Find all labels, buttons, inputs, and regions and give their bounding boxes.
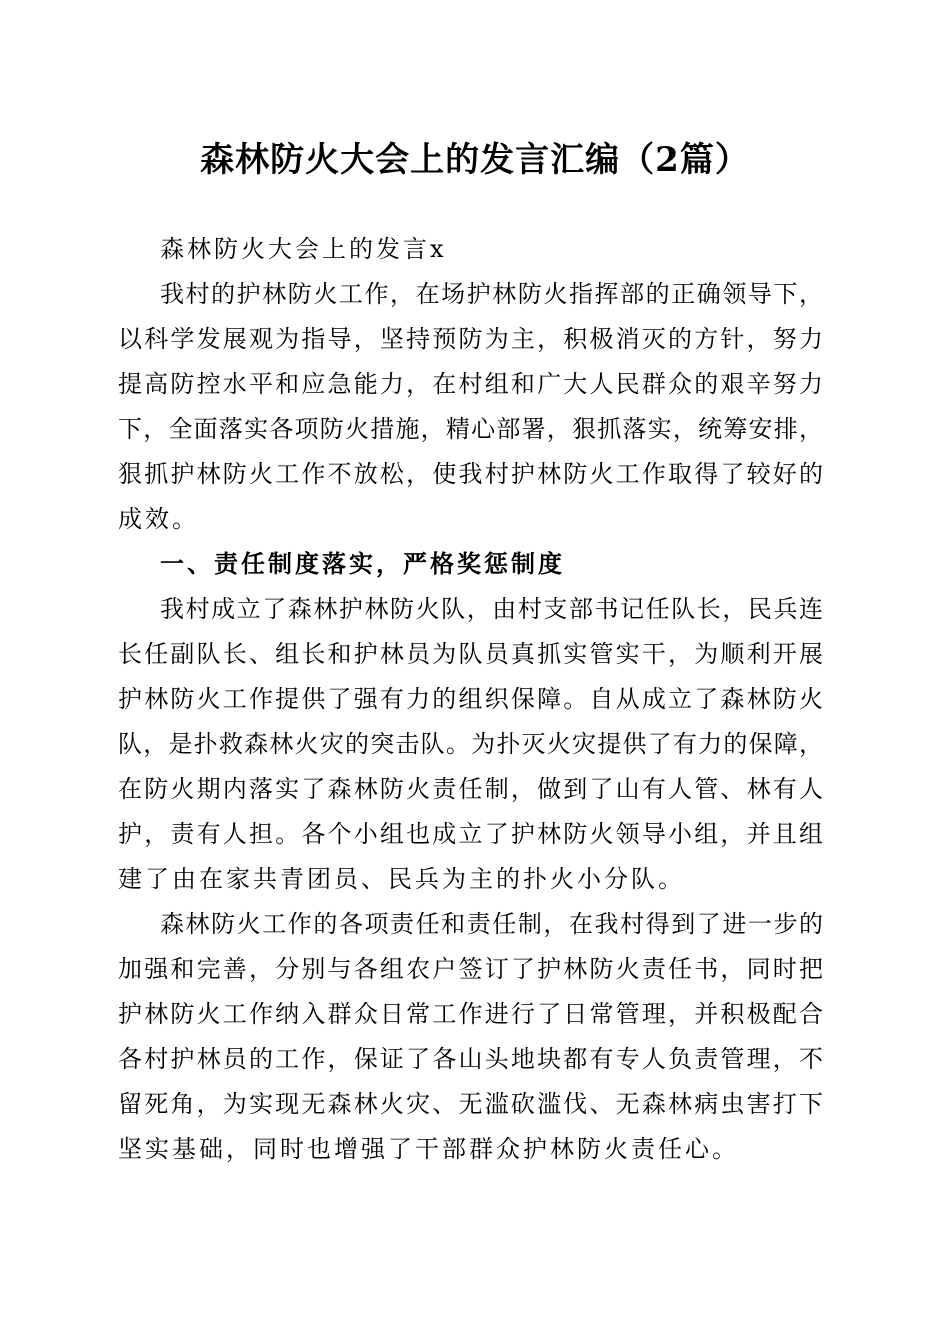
- paragraph-line: 留死角，为实现无森林火灾、无滥砍滥伐、无森林病虫害打下: [118, 1090, 823, 1118]
- paragraph-line: 坚实基础，同时也增强了干部群众护林防火责任心。: [118, 1135, 739, 1163]
- paragraph-line: 下，全面落实各项防火措施，精心部署，狠抓落实，统筹安排，: [118, 415, 823, 443]
- paragraph-line: 在防火期内落实了森林防火责任制，做到了山有人管、林有人: [118, 775, 823, 803]
- paragraph-line: 护，责有人担。各个小组也成立了护林防火领导小组，并且组: [118, 820, 823, 848]
- section-heading: 一、责任制度落实，严格奖惩制度: [160, 550, 565, 578]
- paragraph-line: 森林防火工作的各项责任和责任制，在我村得到了进一步的: [160, 910, 823, 938]
- paragraph-line: 加强和完善，分别与各组农户签订了护林防火责任书，同时把: [118, 955, 823, 983]
- paragraph-line: 以科学发展观为指导，坚持预防为主，积极消灭的方针，努力: [118, 325, 823, 353]
- paragraph-line: 护林防火工作纳入群众日常工作进行了日常管理，并积极配合: [118, 1000, 823, 1028]
- paragraph-line: 提高防控水平和应急能力，在村组和广大人民群众的艰辛努力: [118, 370, 823, 398]
- paragraph-line: 狠抓护林防火工作不放松，使我村护林防火工作取得了较好的: [118, 460, 823, 488]
- paragraph-line: 护林防火工作提供了强有力的组织保障。自从成立了森林防火: [118, 685, 823, 713]
- paragraph-line: 成效。: [118, 505, 199, 533]
- paragraph-line: 我村的护林防火工作，在场护林防火指挥部的正确领导下，: [160, 280, 823, 308]
- document-subtitle: 森林防火大会上的发言x: [160, 235, 447, 263]
- paragraph-line: 建了由在家共青团员、民兵为主的扑火小分队。: [118, 865, 685, 893]
- document-title: 森林防火大会上的发言汇编（2篇）: [200, 140, 750, 180]
- paragraph-line: 队，是扑救森林火灾的突击队。为扑灭火灾提供了有力的保障，: [118, 730, 823, 758]
- paragraph-line: 各村护林员的工作，保证了各山头地块都有专人负责管理，不: [118, 1045, 823, 1073]
- paragraph-line: 长任副队长、组长和护林员为队员真抓实管实干，为顺利开展: [118, 640, 823, 668]
- paragraph-line: 我村成立了森林护林防火队，由村支部书记任队长，民兵连: [160, 595, 823, 623]
- document-body: [118, 227, 823, 1172]
